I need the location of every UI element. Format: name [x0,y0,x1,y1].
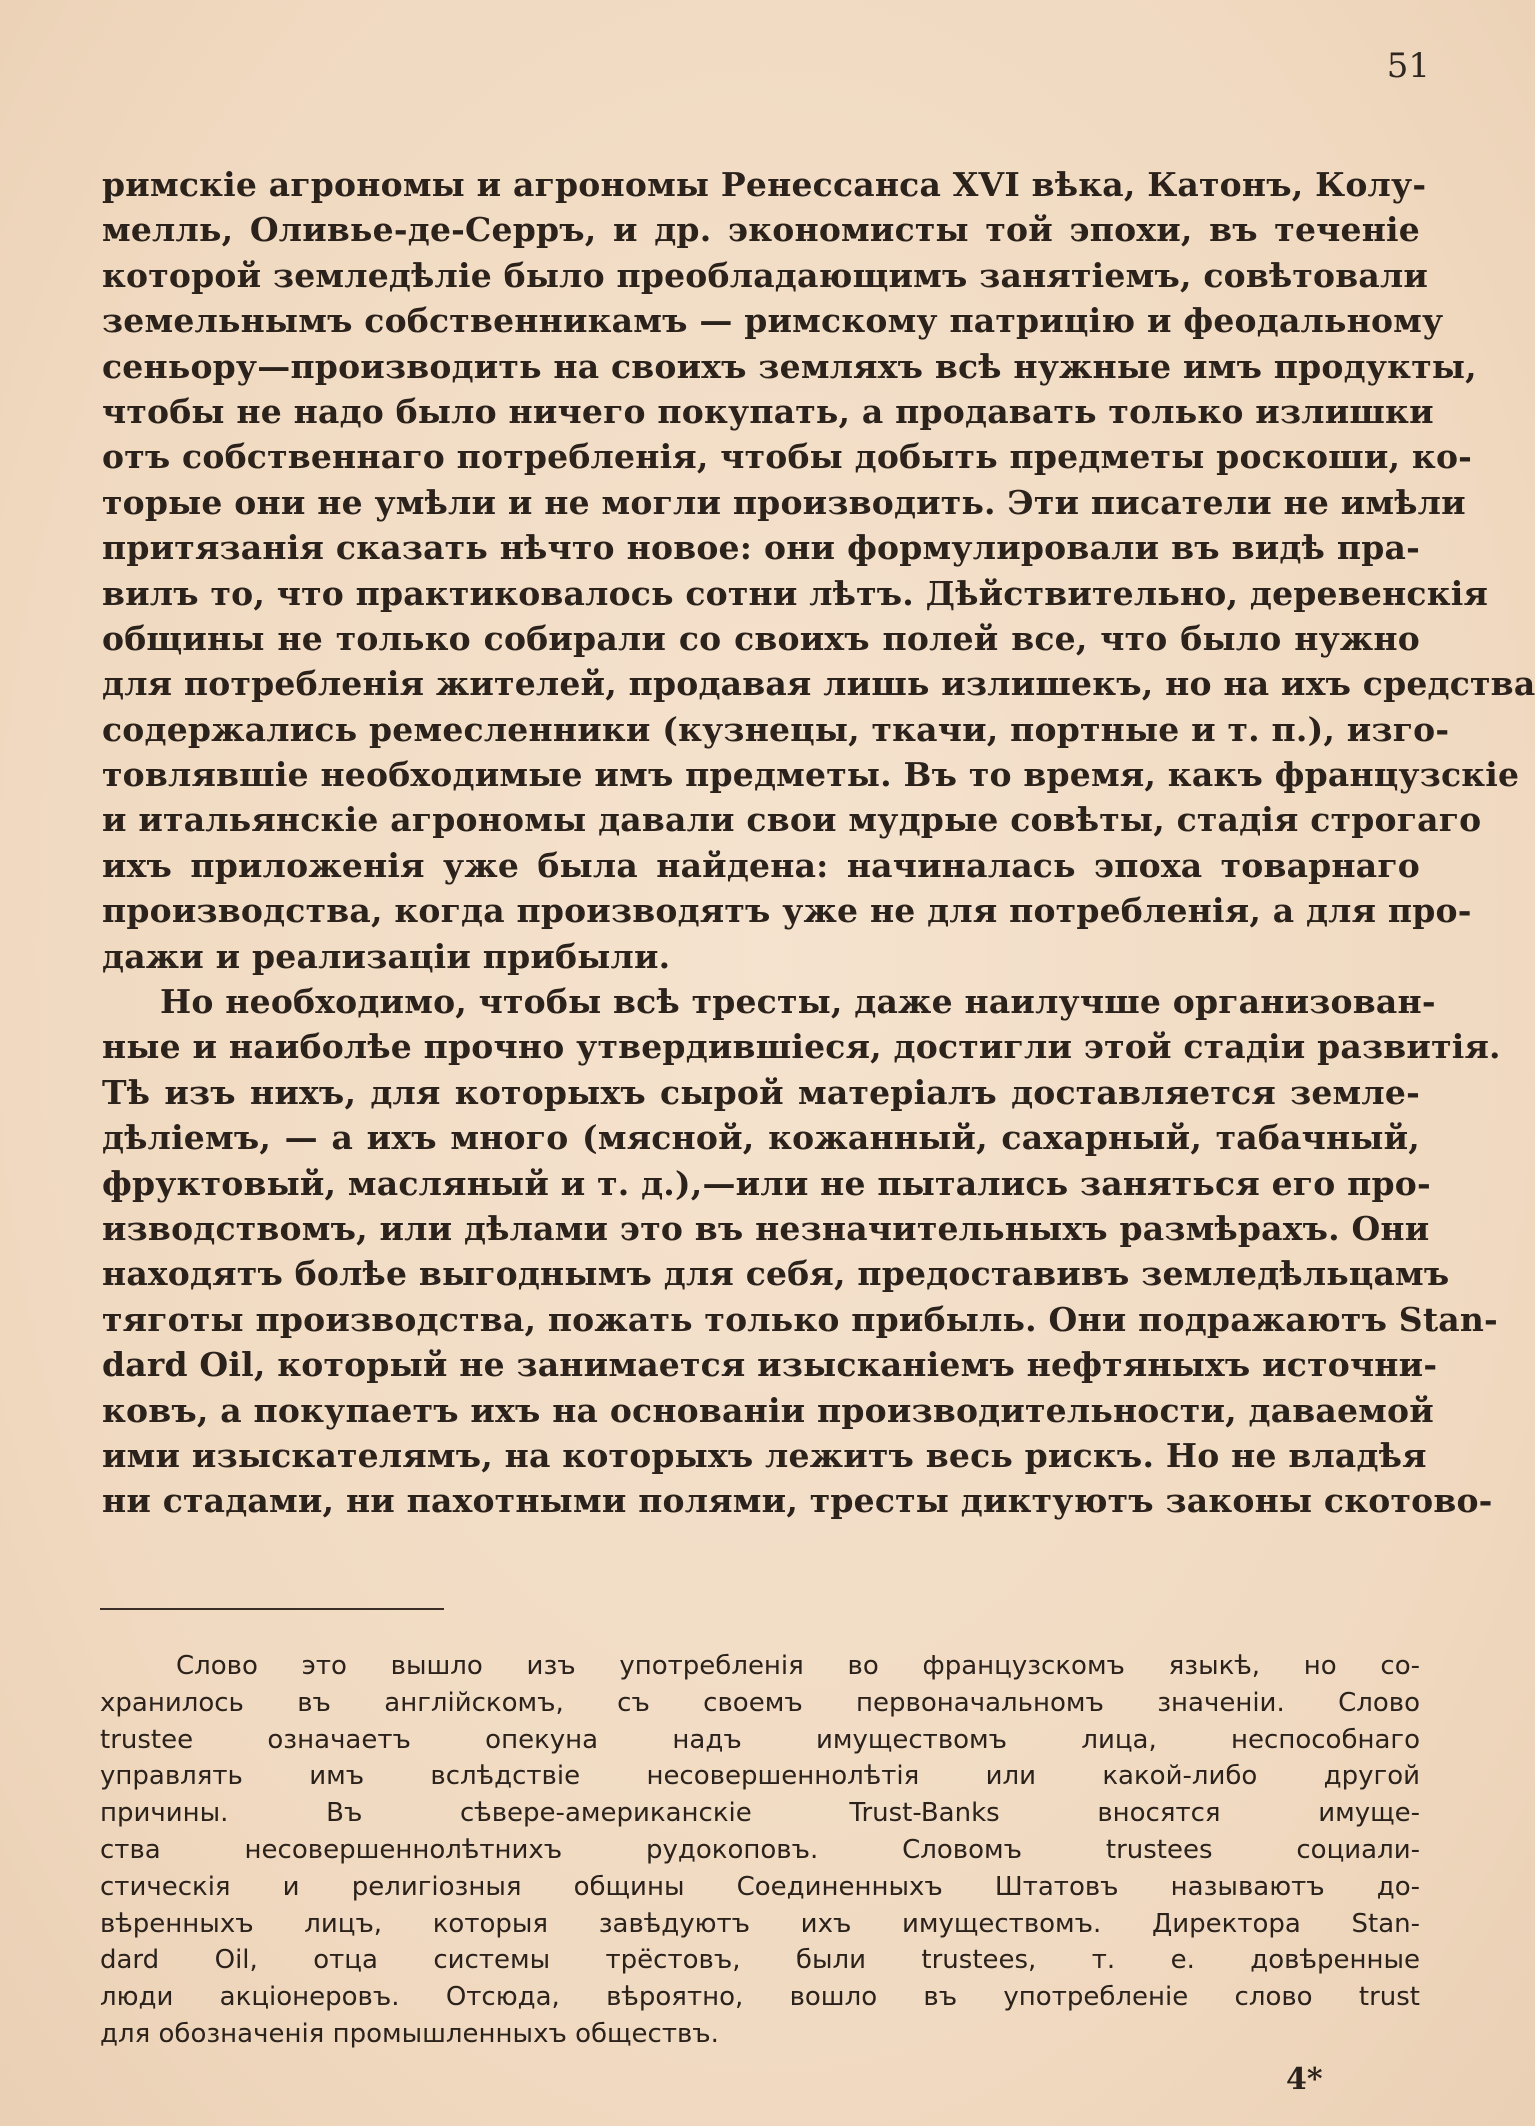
body-line: римскіе агрономы и агрономы Ренессанса XVI вѣка, Катонъ, Колу- [102,165,1427,204]
signature-mark: 4* [1286,2062,1323,2097]
body-line: сеньору—производить на своихъ земляхъ всѣ нужные имъ продукты, [102,346,1477,386]
body-line: тяготы производства, пожать только прибыль. Они подражаютъ Stan- [102,1299,1498,1339]
body-line: чтобы не надо было ничего покупать, а продавать только излишки [102,391,1434,431]
body-line: содержались ремесленники (кузнецы, ткачи, портные и т. п.), изго- [102,709,1450,749]
body-line: торые они не умѣли и не могли производить. Эти писатели не имѣли [102,482,1466,522]
footnote-line: для обозначенія промышленныхъ обществъ. [100,2018,719,2049]
body-line: ни стадами, ни пахотными полями, тресты диктуютъ законы скотово- [102,1481,1493,1521]
footnote-separator [100,1608,444,1610]
body-line: ихъ приложенія уже была найдена: начиналась эпоха товарнаго [102,845,1420,885]
body-line: находятъ болѣе выгоднымъ для себя, предоставивъ земледѣльцамъ [102,1254,1450,1294]
body-line: Тѣ изъ нихъ, для которыхъ сырой матеріалъ доставляется земле- [102,1072,1420,1112]
body-line: и итальянскіе агрономы давали свои мудрые совѣты, стадія строгаго [102,800,1482,840]
footnote-line: ства несовершеннолѣтнихъ рудокоповъ. Словомъ trustees социали- [100,1834,1420,1865]
main-text-block [102,162,1535,1524]
body-line: мелль, Оливье-де-Серръ, и др. экономисты той эпохи, въ теченіе [102,210,1420,250]
body-line: дѣліемъ, — а ихъ много (мясной, кожанный, сахарный, табачный, [102,1118,1420,1158]
body-line: которой земледѣліе было преобладающимъ занятіемъ, совѣтовали [102,255,1429,295]
body-line: ими изыскателямъ, на которыхъ лежитъ весь рискъ. Но не владѣя [102,1435,1427,1475]
footnote-line: управлять имъ вслѣдствіе несовершеннолѣтія или какой-либо другой [100,1761,1420,1792]
body-line: дажи и реализаціи прибыли. [102,936,671,976]
footnote-line: люди акціонеровъ. Отсюда, вѣроятно, вошло въ употребленіе слово trust [100,1982,1420,2013]
body-line: товлявшіе необходимые имъ предметы. Въ то время, какъ французскіе [102,755,1520,795]
footnote-line: вѣренныхъ лицъ, которыя завѣдуютъ ихъ имуществомъ. Директора Stan- [100,1908,1420,1939]
footnote-line: dard Oil, отца системы трёстовъ, были trustees, т. е. довѣренные [100,1945,1420,1976]
body-line: ные и наиболѣе прочно утвердившіеся, достигли этой стадіи развитія. [102,1027,1501,1067]
footnote-line: Слово это вышло изъ употребленія во французскомъ языкѣ, но со- [176,1651,1420,1681]
body-line: притязанія сказать нѣчто новое: они формулировали въ видѣ пра- [102,528,1420,568]
body-line: ковъ, а покупаетъ ихъ на основаніи производительности, даваемой [102,1390,1434,1430]
body-line: для потребленія жителей, продавая лишь излишекъ, но на ихъ средства [102,664,1535,704]
body-line: общины не только собирали со своихъ полей все, что было нужно [102,618,1420,658]
footnote-line: trustee означаетъ опекуна надъ имуществомъ лица, неспособнаго [100,1724,1420,1755]
footnote-line: причины. Въ сѣвере-американскіе Trust-Banks вносятся имуще- [100,1798,1420,1829]
body-line: dard Oil, который не занимается изысканіемъ нефтяныхъ источни- [102,1345,1438,1385]
body-line: изводствомъ, или дѣлами это въ незначительныхъ размѣрахъ. Они [102,1208,1430,1248]
page-number: 51 [1386,46,1430,86]
footnote-line: стическія и религіозныя общины Соединенныхъ Штатовъ называютъ до- [100,1871,1420,1902]
body-line: фруктовый, масляный и т. д.),—или не пытались заняться его про- [102,1163,1431,1203]
body-line: отъ собственнаго потребленія, чтобы добыть предметы роскоши, ко- [102,437,1473,477]
footnote-block [100,1648,1420,2053]
body-line: производства, когда производятъ уже не для потребленія, а для про- [102,891,1472,931]
body-line: земельнымъ собственникамъ — римскому патрицію и феодальному [102,301,1444,341]
paragraph-start-line: Но необходимо, чтобы всѣ тресты, даже наилучше организован- [160,982,1436,1022]
footnote-line: хранилось въ англійскомъ, съ своемъ первоначальномъ значеніи. Слово [100,1687,1420,1718]
body-line: вилъ то, что практиковалось сотни лѣтъ. Дѣйствительно, деревенскія [102,573,1489,613]
